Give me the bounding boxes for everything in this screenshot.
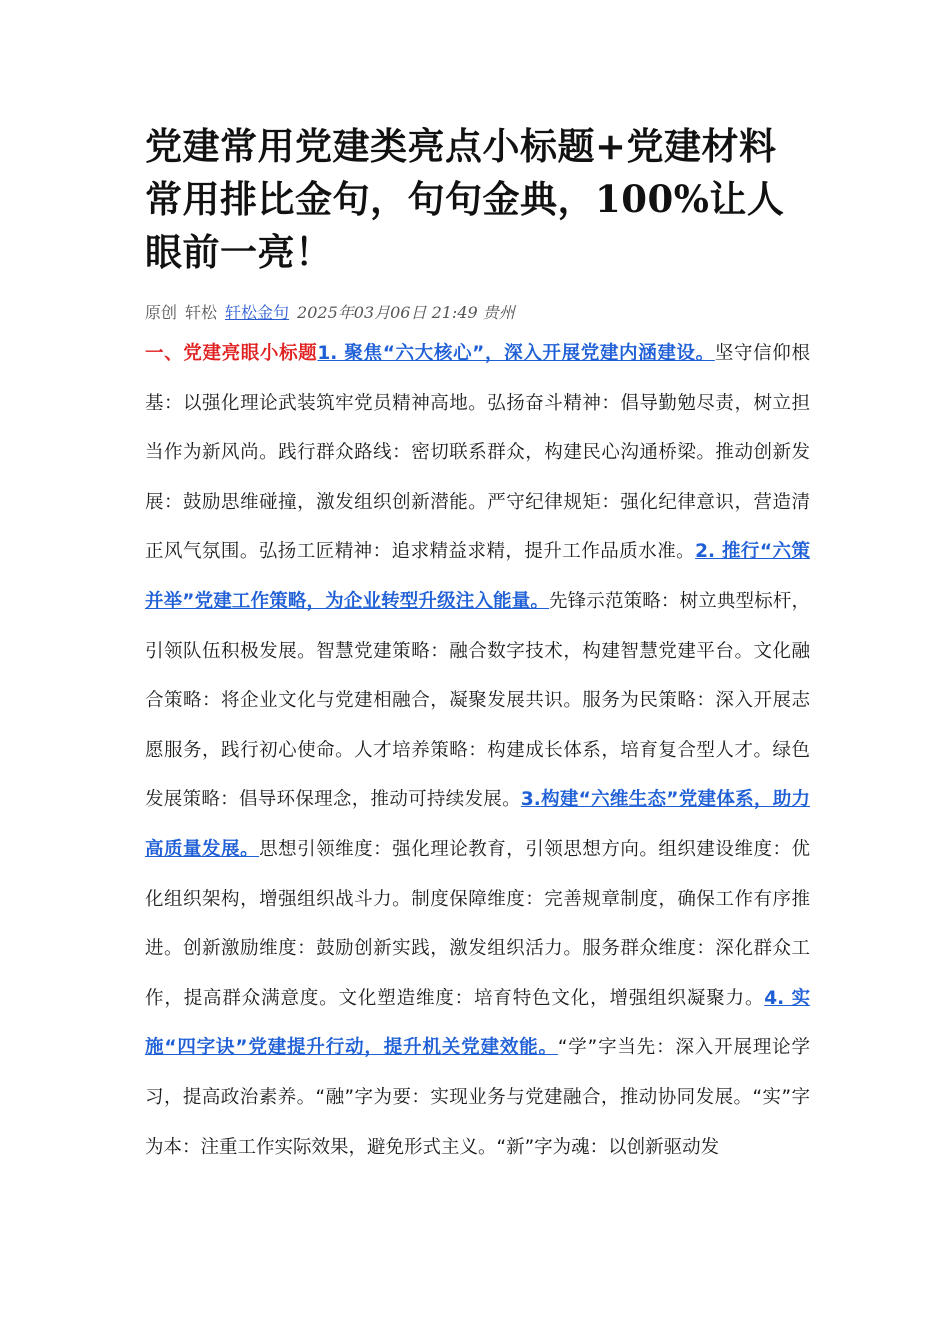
account-link[interactable]: 轩松金句 bbox=[225, 303, 290, 322]
original-tag: 原创 bbox=[145, 303, 178, 322]
item-text-4: “学”字当先：深入开展理论学习，提高政治素养。“融”字为要：实现业务与党建融合，推动协同发展。“实”字为本：注重工作实际效果，避免形式主义。“新”字为魂：以创新驱动发 bbox=[145, 1037, 811, 1158]
article-meta bbox=[145, 301, 810, 325]
item-text-3: 思想引领维度：强化理论教育，引领思想方向。组织建设维度：优化组织架构，增强组织战斗力。制度保障维度：完善规章制度，确保工作有序推进。创新激励维度：鼓励创新实践，激发组织活力。服务群众维度：深化群众工作，提高群众满意度。文化塑造维度：培育特色文化，增强组织凝聚力。 bbox=[145, 838, 810, 1009]
item-text-1: 坚守信仰根基：以强化理论武装筑牢党员精神高地。弘扬奋斗精神：倡导勤勉尽责，树立担当作为新风尚。践行群众路线：密切联系群众，构建民心沟通桥梁。推动创新发展：鼓励思维碰撞，激发组织创新潜能。严守纪律规矩：强化纪律意识，营造清正风气氛围。弘扬工匠精神：追求精益求精，提升工作品质水准。 bbox=[145, 343, 810, 563]
article-body bbox=[145, 329, 810, 1172]
author-name: 轩松 bbox=[185, 303, 218, 322]
article bbox=[145, 0, 810, 1172]
publish-datetime: 2025年03月06日 21:49 贵州 bbox=[297, 303, 515, 322]
item-heading-2: 2. 推行“六策并举”党建工作策略，为企业转型升级注入能量。 bbox=[145, 541, 810, 612]
item-heading-3: 3.构建“六维生态”党建体系，助力高质量发展。 bbox=[145, 789, 810, 860]
section-heading: 一、党建亮眼小标题 bbox=[145, 343, 318, 364]
item-text-2: 先锋示范策略：树立典型标杆，引领队伍积极发展。智慧党建策略：融合数字技术，构建智慧党建平台。文化融合策略：将企业文化与党建相融合，凝聚发展共识。服务为民策略：深入开展志愿服务，践行初心使命。人才培养策略：构建成长体系，培育复合型人才。绿色发展策略：倡导环保理念，推动可持续发展。 bbox=[145, 590, 810, 811]
item-heading-1: 1. 聚焦“六大核心”，深入开展党建内涵建设。 bbox=[317, 343, 715, 364]
article-title: 党建常用党建类亮点小标题+党建材料常用排比金句，句句金典，100%让人眼前一亮！ bbox=[145, 124, 785, 274]
item-heading-4: 4. 实施“四字诀”党建提升行动，提升机关党建效能。 bbox=[145, 987, 810, 1059]
